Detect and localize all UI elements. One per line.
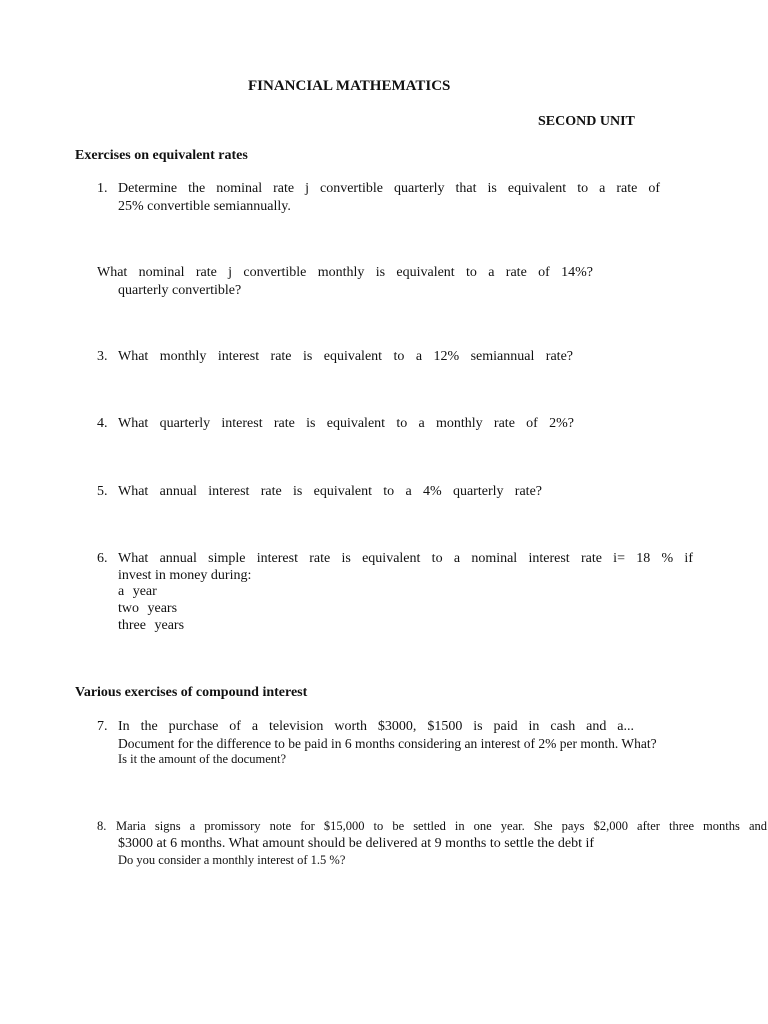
exercise-text-line: 25% convertible semiannually. [118, 199, 291, 214]
exercise-text-line: What annual interest rate is equivalent to a 4% quarterly rate? [118, 484, 542, 499]
exercise-number: 6. [97, 551, 108, 566]
exercise-text-line: What nominal rate j convertible monthly is equivalent to a rate of 14%? [97, 265, 593, 280]
exercise-number: 5. [97, 484, 108, 499]
exercise-number: 7. [97, 719, 108, 734]
section-heading-compound-interest: Various exercises of compound interest [75, 685, 308, 700]
option-three-years: three years [118, 618, 185, 633]
exercise-text-line: $3000 at 6 months. What amount should be delivered at 9 months to settle the debt if [118, 836, 595, 851]
exercise-number: 8. [97, 819, 107, 833]
exercise-text-line: What monthly interest rate is equivalent to a 12% semiannual rate? [118, 349, 573, 364]
exercise-text-line: Do you consider a monthly interest of 1.5 %? [118, 853, 346, 867]
exercise-number: 3. [97, 349, 108, 364]
exercise-text-line: What annual simple interest rate is equivalent to a nominal interest rate i= 18 % if [118, 551, 693, 566]
option-a-year: a year [118, 584, 157, 599]
document-title: FINANCIAL MATHEMATICS [248, 78, 451, 94]
exercise-text-line: Maria signs a promissory note for $15,000 to be settled in one year. She pays $2,000 after three months and [116, 819, 767, 833]
exercise-text-line: quarterly convertible? [118, 283, 242, 298]
exercise-text-line: Document for the difference to be paid in 6 months considering an interest of 2% per month. What? [118, 736, 657, 751]
exercise-text-line: invest in money during: [118, 568, 252, 583]
exercise-number: 4. [97, 416, 108, 431]
exercise-text-line: In the purchase of a television worth $3000, $1500 is paid in cash and a... [118, 719, 634, 734]
exercise-text-line: Is it the amount of the document? [118, 752, 287, 766]
section-heading-equivalent-rates: Exercises on equivalent rates [75, 148, 248, 163]
exercise-text-line: What quarterly interest rate is equivalent to a monthly rate of 2%? [118, 416, 574, 431]
option-two-years: two years [118, 601, 178, 616]
exercise-text-line: Determine the nominal rate j convertible quarterly that is equivalent to a rate of [118, 181, 660, 196]
unit-label: SECOND UNIT [538, 114, 635, 129]
exercise-number: 1. [97, 181, 108, 196]
